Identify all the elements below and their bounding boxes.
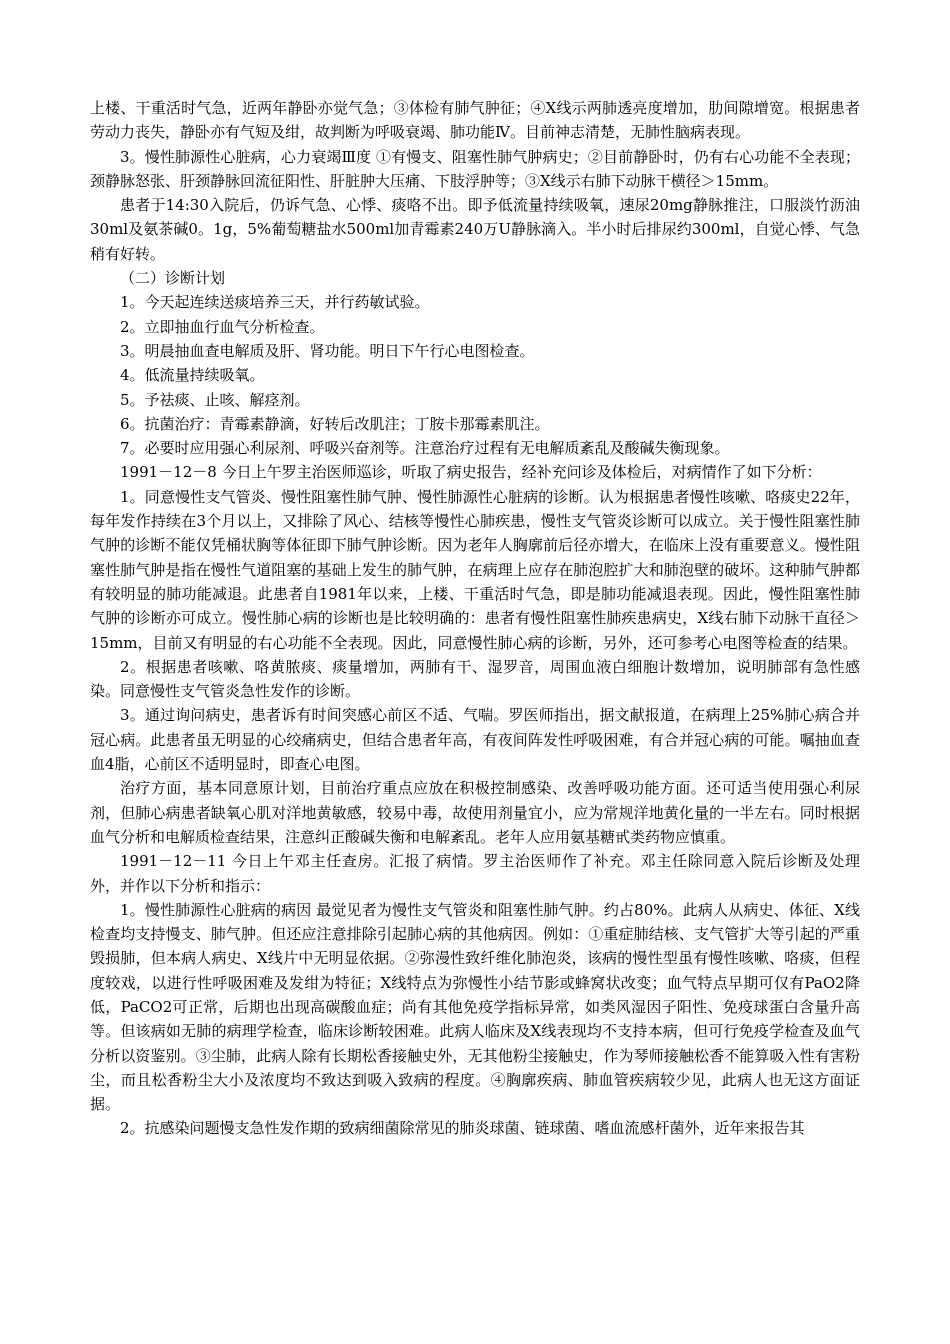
plan-item-3: 3。明晨抽血查电解质及肝、肾功能。明日下午行心电图检查。 <box>120 341 535 360</box>
director-item-1: 1。慢性肺源性心脏病的病因 最觉见者为慢性支气管炎和阻塞性肺气肿。约占80%。此病人从病史、体征、X线检查均支持慢支、肺气肿。但还应注意排除引起肺心病的其他病因。例如：①重症肺结核、支气管扩大等引起的严重毁损肺，但本病人病史、X线片中无明显依据。②弥漫性致纤维化肺泡炎，该病的慢性型虽有慢性咳嗽、咯痰，但程度较戏，以进行性呼吸困难及发绀为特征；X线特点为弥慢性小结节影或蜂窝状改变；血气特点早期可仅有PaO2降低，PaCO2可正常，后期也出现高碳酸血症；尚有其他免疫学指标异常，如类风湿因子阳性、免疫球蛋白含量升高等。但该病如无肺的病理学检查，临床诊断较困难。此病人临床及X线表现均不支持本病，但可行免疫学检查及血气分析以资鉴别。③尘肺，此病人除有长期松香接触史外，无其他粉尘接触史，作为琴师接触松香不能算吸入性有害粉尘，而且松香粉尘大小及浓度均不致达到吸入致病的程度。④胸廓疾病、肺血管疾病较少见，此病人也无这方面证据。 <box>90 900 860 1114</box>
plan-item-1: 1。今天起连续送痰培养三天，并行药敏试验。 <box>120 293 430 312</box>
paragraph-2: 3。慢性肺源性心脏病，心力衰竭Ⅲ度 ①有慢支、阻塞性肺气肿病史；②目前静卧时，仍有右心功能不全表现；颈静脉怒张、肝颈静脉回流征阳性、肝脏肿大压痛、下肢浮肿等；③X线示右肺下动脉干横径＞15mm。 <box>90 147 860 190</box>
plan-item-7: 7。必要时应用强心利尿剂、呼吸兴奋剂等。注意治疗过程有无电解质紊乱及酸碱失衡现象。 <box>120 439 730 458</box>
plan-item-4: 4。低流量持续吸氧。 <box>120 366 265 385</box>
treatment-paragraph: 治疗方面，基本同意原计划，目前治疗重点应放在积极控制感染、改善呼吸功能方面。还可适当使用强心利尿剂，但肺心病患者缺氧心肌对洋地黄敏感，较易中毒，故使用剂量宜小，应为常规洋地黄化量的一半左右。同时根据血气分析和电解质检查结果，注意纠正酸碱失衡和电解紊乱。老年人应用氨基糖甙类药物应慎重。 <box>90 779 860 846</box>
plan-item-5: 5。予祛痰、止咳、解痉剂。 <box>120 390 310 409</box>
director-item-2: 2。抗感染问题慢支急性发作期的致病细菌除常见的肺炎球菌、链球菌、嗜血流感杆菌外，近年来报告其 <box>120 1119 805 1138</box>
analysis-item-1: 1。同意慢性支气管炎、慢性阻塞性肺气肿、慢性肺源性心脏病的诊断。认为根据患者慢性咳嗽、咯痰史22年，每年发作持续在3个月以上，又排除了风心、结核等慢性心肺疾患，慢性支气管炎诊断可以成立。关于慢性阻塞性肺气肿的诊断不能仅凭桶状胸等体征即下肺气肿诊断。因为老年人胸廓前后径亦增大，在临床上没有重要意义。慢性阻塞性肺气肿是指在慢性气道阻塞的基础上发生的肺气肿，在病理上应存在肺泡腔扩大和肺泡壁的破坏。这种肺气肿都有较明显的肺功能减退。此患者自1981年以来，上楼、干重活时气急，即是肺功能减退表现。因此，慢性阻塞性肺气肿的诊断亦可成立。慢性肺心病的诊断也是比较明确的：患者有慢性阻塞性肺疾患病史，X线右肺下动脉干直径＞15mm，目前又有明显的右心功能不全表现。因此，同意慢性肺心病的诊断，另外，还可参考心电图等检查的结果。 <box>90 487 860 652</box>
analysis-item-3: 3。通过询问病史，患者诉有时间突感心前区不适、气喘。罗医师指出，据文献报道，在病理上25%肺心病合并冠心病。此患者虽无明显的心绞痛病史，但结合患者年高，有夜间阵发性呼吸困难，有合并冠心病的可能。嘱抽血查血4脂，心前区不适明显时，即查心电图。 <box>90 706 860 774</box>
record-entry-1991-12-11: 1991－12－11 今日上午邓主任查房。汇报了病情。罗主治医师作了补充。邓主任除同意入院后诊断及处理外，并作以下分析和指示： <box>90 852 860 895</box>
paragraph-3: 患者于14:30入院后，仍诉气急、心悸、痰咯不出。即予低流量持续吸氧，速尿20mg静脉推注，口服淡竹沥油30ml及氨茶碱0。1g，5%葡萄糖盐水500ml加青霉素240万U静脉滴入。半小时后排尿约300ml，自觉心悸、气急稍有好转。 <box>90 196 860 263</box>
analysis-item-2: 2。根据患者咳嗽、咯黄脓痰、痰量增加，两肺有干、湿罗音，周围血液白细胞计数增加，说明肺部有急性感染。同意慢性支气管炎急性发作的诊断。 <box>90 657 860 701</box>
record-entry-1991-12-8: 1991－12－8 今日上午罗主治医师巡诊，听取了病史报告，经补充问诊及体检后，对病情作了如下分析： <box>120 463 822 482</box>
plan-item-2: 2。立即抽血行血气分析检查。 <box>120 317 325 336</box>
section-heading-diagnosis-plan: （二）诊断计划 <box>120 269 226 288</box>
plan-item-6: 6。抗菌治疗：青霉素静滴，好转后改肌注；丁胺卡那霉素肌注。 <box>120 414 550 433</box>
document-body <box>90 96 860 1141</box>
paragraph-1: 上楼、干重活时气急，近两年静卧亦觉气急；③体检有肺气肿征；④X线示两肺透亮度增加，肋间隙增宽。根据患者劳动力丧失，静卧亦有气短及绀，故判断为呼吸衰竭、肺功能Ⅳ。目前神志清楚，无肺性脑病表现。 <box>90 99 860 142</box>
